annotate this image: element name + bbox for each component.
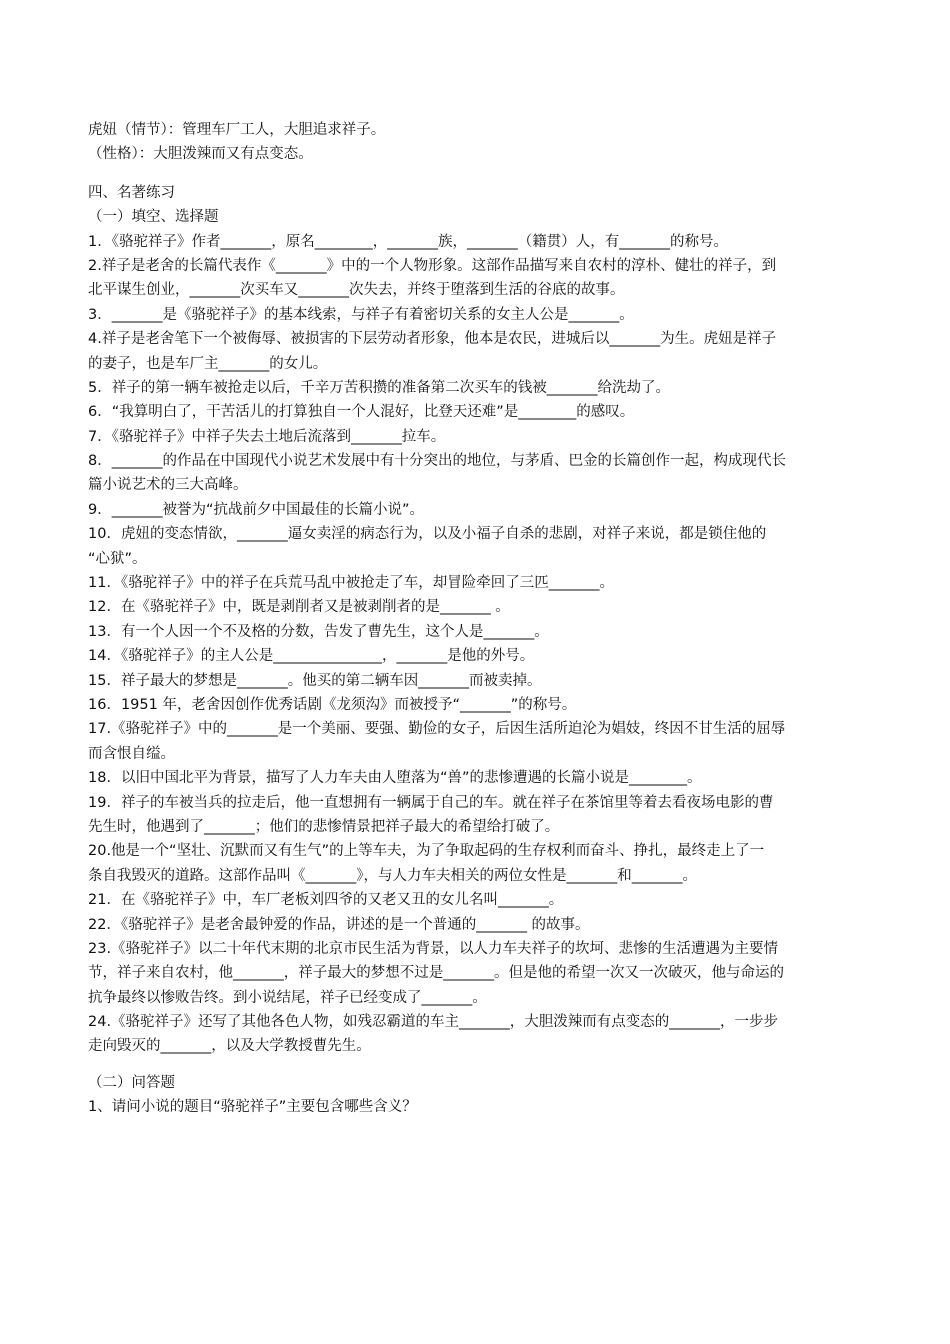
- exercise-line: 13．有一个人因一个不及格的分数，告发了曹先生，这个人是_______。: [88, 623, 549, 640]
- exercise-line: 走向毁灭的_______，以及大学教授曹先生。: [88, 1038, 371, 1055]
- exercise-line: 16．1951 年，老舍因创作优秀话剧《龙须沟》而被授予“_______”的称号。: [88, 696, 577, 713]
- exercise-line: 12．在《骆驼祥子》中，既是剥削者又是被剥削者的是_______ 。: [88, 599, 510, 616]
- exercise-line: 条自我毁灭的道路。这部作品叫《_______》，与人力车夫相关的两位女性是_______和_______。: [88, 867, 697, 884]
- exercise-line: 19．祥子的车被当兵的拉走后，他一直想拥有一辆属于自己的车。就在祥子在茶馆里等着去看夜场电影的曹: [88, 794, 774, 811]
- exercise-line: 7．《骆驼祥子》中祥子失去土地后流落到_______拉车。: [88, 428, 446, 445]
- exercise-line: 4.祥子是老舍笔下一个被侮辱、被损害的下层劳动者形象，他本是农民，进城后以_______为生。虎妞是祥子: [88, 331, 777, 348]
- exercise-line: 3．_______是《骆驼祥子》的基本线索，与祥子有着密切关系的女主人公是_______。: [88, 306, 634, 323]
- subsection-title: （二）问答题: [88, 1074, 175, 1091]
- section-title: 四、名著练习: [88, 184, 175, 201]
- document-page: [88, 118, 868, 1120]
- exercise-line: 23.《骆驼祥子》以二十年代末期的北京市民生活为背景，以人力车夫祥子的坎坷、悲惨的生活遭遇为主要情: [88, 940, 779, 957]
- exercise-line: 15．祥子最大的梦想是_______。他买的第二辆车因_______而被卖掉。: [88, 672, 542, 689]
- intro-line: （性格）：大胆泼辣而又有点变态。: [88, 146, 313, 163]
- exercise-line: “心狱”。: [88, 550, 147, 567]
- exercise-line: 先生时，他遇到了_______；他们的悲惨情景把祥子最大的希望给打破了。: [88, 818, 560, 835]
- exercise-line: 抗争最终以惨败告终。到小说结尾，祥子已经变成了_______。: [88, 989, 487, 1006]
- exercise-line: 而含恨自缢。: [88, 745, 175, 762]
- exercise-line: 节，祥子来自农村，他_______，祥子最大的梦想不过是_______。但是他的希望一次又一次破灭，他与命运的: [88, 965, 784, 982]
- spacer: [88, 167, 868, 181]
- exercise-line: 北平谋生创业，_______次买车又_______次失去，并终于堕落到生活的谷底的故事。: [88, 282, 625, 299]
- exercise-line: 5．祥子的第一辆车被抢走以后，千辛万苦积攒的准备第二次买车的钱被_______给洗劫了。: [88, 379, 670, 396]
- exercise-line: 18．以旧中国北平为背景，描写了人力车夫由人堕落为“兽”的悲惨遭遇的长篇小说是________。: [88, 770, 702, 787]
- spacer: [88, 1059, 868, 1071]
- exercise-line: 24.《骆驼祥子》还写了其他各色人物，如残忍霸道的车主_______，大胆泼辣而有点变态的_______，一步步: [88, 1014, 779, 1031]
- exercise-line: 20.他是一个“坚壮、沉默而又有生气”的上等车夫，为了争取起码的生存权利而奋斗、挣扎，最终走上了一: [88, 843, 765, 860]
- exercise-line: 8．_______的作品在中国现代小说艺术发展中有十分突出的地位，与茅盾、巴金的长篇创作一起，构成现代长: [88, 453, 786, 470]
- exercise-line: 14．《骆驼祥子》的主人公是_______________，_______是他的外号。: [88, 648, 535, 665]
- exercise-line: 10．虎妞的变态情欲，_______逼女卖淫的病态行为，以及小福子自杀的悲剧，对祥子来说，都是锁住他的: [88, 526, 767, 543]
- intro-line: 虎妞（情节）：管理车厂工人，大胆追求祥子。: [88, 122, 386, 138]
- exercise-line: 篇小说艺术的三大高峰。: [88, 477, 248, 494]
- exercise-line: 6．“我算明白了，干苦活儿的打算独自一个人混好，比登天还难”是________的感叹。: [88, 404, 635, 421]
- exercise-line: 22．《骆驼祥子》是老舍最钟爱的作品，讲述的是一个普通的_______ 的故事。: [88, 916, 590, 933]
- exercise-line: 9．_______被誉为“抗战前夕中国最佳的长篇小说”。: [88, 501, 424, 518]
- exercise-line: 17.《骆驼祥子》中的_______是一个美丽、要强、勤俭的女子，后因生活所迫沦为娼妓，终因不甘生活的屈辱: [88, 721, 786, 738]
- exercise-line: 1．《骆驼祥子》作者_______，原名________，_______族，_______（籍贯）人，有_______的称号。: [88, 233, 728, 250]
- subsection-title: （一）填空、选择题: [88, 209, 219, 226]
- exercise-list: [88, 230, 868, 1059]
- exercise-line: 21．在《骆驼祥子》中，车厂老板刘四爷的又老又丑的女儿名叫_______。: [88, 892, 564, 909]
- exercise-line: 的妻子，也是车厂主_______的女儿。: [88, 355, 328, 372]
- exercise-line: 2.祥子是老舍的长篇代表作《_______》中的一个人物形象。这部作品描写来自农村的淳朴、健壮的祥子，到: [88, 257, 777, 274]
- question-line: 1、请问小说的题目“骆驼祥子”主要包含哪些含义？: [88, 1099, 417, 1116]
- exercise-line: 11．《骆驼祥子》中的祥子在兵荒马乱中被抢走了车，却冒险牵回了三匹_______。: [88, 575, 614, 592]
